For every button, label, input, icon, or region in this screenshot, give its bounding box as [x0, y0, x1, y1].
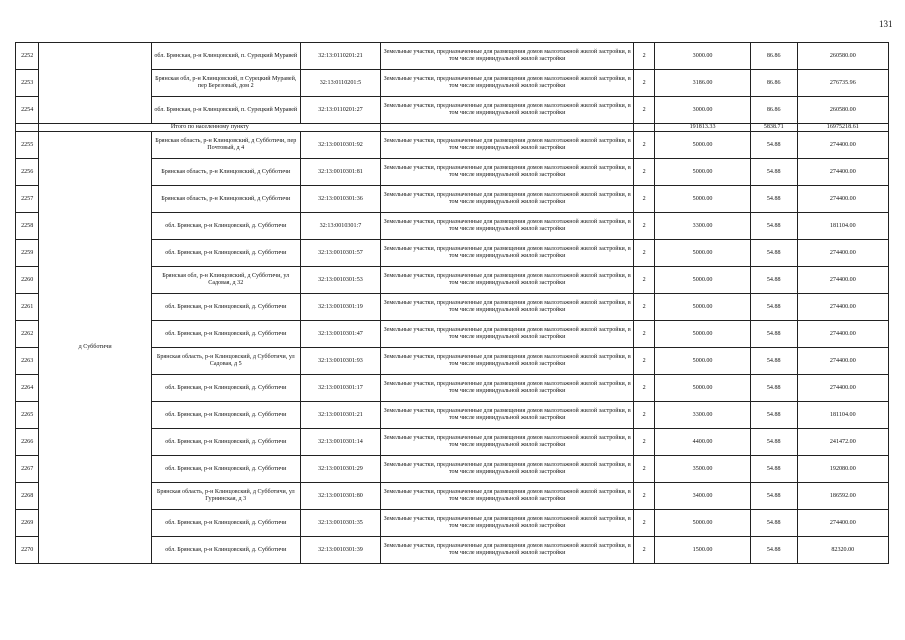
- cadastral-cost-cell: 82320.00: [797, 537, 888, 564]
- row-number: 2264: [16, 375, 39, 402]
- unit-price-cell: 54.88: [750, 510, 797, 537]
- land-use-kind: Земельные участки, предназначенные для размещения домов малоэтажной жилой застройки, в том числе индивидуальной жилой застройки: [381, 483, 634, 510]
- land-use-kind: Земельные участки, предназначенные для размещения домов малоэтажной жилой застройки, в том числе индивидуальной жилой застройки: [381, 456, 634, 483]
- cadastral-number: 32:13:0010301:7: [300, 213, 381, 240]
- land-use-kind: Земельные участки, предназначенные для размещения домов малоэтажной жилой застройки, в том числе индивидуальной жилой застройки: [381, 267, 634, 294]
- area-cell: 5000.00: [655, 267, 751, 294]
- land-use-kind: Земельные участки, предназначенные для размещения домов малоэтажной жилой застройки, в том числе индивидуальной жилой застройки: [381, 429, 634, 456]
- area-cell: 3500.00: [655, 456, 751, 483]
- category-cell: 2: [634, 240, 655, 267]
- address-cell: обл. Брянская, р-н Клинцовский, д. Субботичи: [151, 537, 300, 564]
- cadastral-cost-cell: 274400.00: [797, 348, 888, 375]
- row-number: 2266: [16, 429, 39, 456]
- category-cell: 2: [634, 159, 655, 186]
- cadastral-cost-cell: 274400.00: [797, 510, 888, 537]
- unit-price-cell: 54.88: [750, 402, 797, 429]
- category-cell: 2: [634, 456, 655, 483]
- row-number: 2253: [16, 70, 39, 97]
- row-number: 2258: [16, 213, 39, 240]
- row-number: 2252: [16, 43, 39, 70]
- settlement-name: д Субботичи: [39, 132, 152, 564]
- category-cell: 2: [634, 267, 655, 294]
- land-use-kind: Земельные участки, предназначенные для размещения домов малоэтажной жилой застройки, в том числе индивидуальной жилой застройки: [381, 159, 634, 186]
- area-cell: 3000.00: [655, 43, 751, 70]
- cadastral-number: 32:13:0010301:53: [300, 267, 381, 294]
- unit-price-cell: 54.88: [750, 213, 797, 240]
- cadastral-cost-cell: 260580.00: [797, 43, 888, 70]
- unit-price-cell: 86.86: [750, 43, 797, 70]
- unit-price-cell: 54.88: [750, 429, 797, 456]
- area-cell: 5000.00: [655, 375, 751, 402]
- cadastral-cost-cell: 274400.00: [797, 375, 888, 402]
- row-number: 2261: [16, 294, 39, 321]
- category-cell: 2: [634, 429, 655, 456]
- unit-price-cell: 54.88: [750, 132, 797, 159]
- total-kind-cell: [381, 124, 634, 132]
- area-cell: 1500.00: [655, 537, 751, 564]
- cadastral-cost-cell: 274400.00: [797, 186, 888, 213]
- cadastral-number: 32:13:0010301:19: [300, 294, 381, 321]
- unit-price-cell: 54.88: [750, 456, 797, 483]
- row-number: 2265: [16, 402, 39, 429]
- total-cost: 16975218.61: [797, 124, 888, 132]
- category-cell: 2: [634, 43, 655, 70]
- land-use-kind: Земельные участки, предназначенные для размещения домов малоэтажной жилой застройки, в том числе индивидуальной жилой застройки: [381, 132, 634, 159]
- land-use-kind: Земельные участки, предназначенные для размещения домов малоэтажной жилой застройки, в том числе индивидуальной жилой застройки: [381, 70, 634, 97]
- category-cell: 2: [634, 483, 655, 510]
- total-area: 191813.33: [655, 124, 751, 132]
- settlement-total-row: [16, 124, 889, 132]
- address-cell: обл. Брянская, р-н Клинцовский, д. Субботичи: [151, 375, 300, 402]
- table-row: [16, 43, 889, 70]
- unit-price-cell: 54.88: [750, 321, 797, 348]
- address-cell: обл. Брянская, р-н Клинцовский, д. Субботичи: [151, 456, 300, 483]
- category-cell: 2: [634, 537, 655, 564]
- cadastral-cost-cell: 274400.00: [797, 240, 888, 267]
- page-number: 131: [879, 19, 893, 29]
- address-cell: обл. Брянская, р-н Клинцовский, п. Сурецкий Муравей: [151, 43, 300, 70]
- category-cell: 2: [634, 375, 655, 402]
- land-use-kind: Земельные участки, предназначенные для размещения домов малоэтажной жилой застройки, в том числе индивидуальной жилой застройки: [381, 213, 634, 240]
- total-label: Итого по населенному пункту: [39, 124, 381, 132]
- address-cell: Брянская область, р-н Клинцовский, д Субботичи: [151, 186, 300, 213]
- land-use-kind: Земельные участки, предназначенные для размещения домов малоэтажной жилой застройки, в том числе индивидуальной жилой застройки: [381, 186, 634, 213]
- address-cell: обл. Брянская, р-н Клинцовский, д. Субботичи: [151, 240, 300, 267]
- unit-price-cell: 86.86: [750, 70, 797, 97]
- area-cell: 3186.00: [655, 70, 751, 97]
- address-cell: Брянская обл, р-н Клинцовский, д Субботичи, ул Садовая, д 32: [151, 267, 300, 294]
- row-number: 2263: [16, 348, 39, 375]
- row-number: 2269: [16, 510, 39, 537]
- cadastral-number: 32:13:0010301:81: [300, 159, 381, 186]
- unit-price-cell: 86.86: [750, 97, 797, 124]
- area-cell: 5000.00: [655, 294, 751, 321]
- cadastral-number: 32:13:0010301:47: [300, 321, 381, 348]
- cadastral-number: 32:13:0010301:57: [300, 240, 381, 267]
- total-cat-cell: [634, 124, 655, 132]
- cadastral-cost-cell: 181104.00: [797, 402, 888, 429]
- cadastral-number: 32:13:0010301:39: [300, 537, 381, 564]
- cadastral-number: 32:13:0010301:14: [300, 429, 381, 456]
- row-number: 2254: [16, 97, 39, 124]
- cadastral-cost-cell: 274400.00: [797, 159, 888, 186]
- cadastral-number: 32:13:0010301:21: [300, 402, 381, 429]
- row-number: 2259: [16, 240, 39, 267]
- unit-price-cell: 54.88: [750, 267, 797, 294]
- address-cell: обл. Брянская, р-н Клинцовский, д. Субботичи: [151, 213, 300, 240]
- row-number: 2255: [16, 132, 39, 159]
- area-cell: 5000.00: [655, 159, 751, 186]
- category-cell: 2: [634, 348, 655, 375]
- cadastral-number: 32:13:0010301:35: [300, 510, 381, 537]
- unit-price-cell: 54.88: [750, 348, 797, 375]
- cadastral-number: 32:13:0110201:27: [300, 97, 381, 124]
- row-number: 2268: [16, 483, 39, 510]
- area-cell: 3400.00: [655, 483, 751, 510]
- address-cell: Брянская обл, р-н Клинцовский, п Сурецкий Муравей, пер Березовый, дом 2: [151, 70, 300, 97]
- cadastral-number: 32:13:0010301:80: [300, 483, 381, 510]
- cadastral-cost-cell: 274400.00: [797, 267, 888, 294]
- area-cell: 3300.00: [655, 213, 751, 240]
- cadastral-number: 32:13:0010301:17: [300, 375, 381, 402]
- row-number: 2256: [16, 159, 39, 186]
- unit-price-cell: 54.88: [750, 294, 797, 321]
- cadastral-cost-cell: 274400.00: [797, 321, 888, 348]
- address-cell: Брянская область, р-н Клинцовский, д Субботичи, ул Гурнинская, д 3: [151, 483, 300, 510]
- cadastral-cost-cell: 274400.00: [797, 294, 888, 321]
- unit-price-cell: 54.88: [750, 483, 797, 510]
- address-cell: обл. Брянская, р-н Клинцовский, п. Сурецкий Муравей: [151, 97, 300, 124]
- area-cell: 5000.00: [655, 321, 751, 348]
- cadastral-cost-cell: 186592.00: [797, 483, 888, 510]
- cadastral-number: 32:13:0010301:29: [300, 456, 381, 483]
- cadastral-cost-cell: 192080.00: [797, 456, 888, 483]
- total-num-cell: [16, 124, 39, 132]
- cadastral-cost-cell: 274400.00: [797, 132, 888, 159]
- land-use-kind: Земельные участки, предназначенные для размещения домов малоэтажной жилой застройки, в том числе индивидуальной жилой застройки: [381, 348, 634, 375]
- row-number: 2257: [16, 186, 39, 213]
- address-cell: обл. Брянская, р-н Клинцовский, д. Субботичи: [151, 321, 300, 348]
- category-cell: 2: [634, 510, 655, 537]
- area-cell: 5000.00: [655, 348, 751, 375]
- land-use-kind: Земельные участки, предназначенные для размещения домов малоэтажной жилой застройки, в том числе индивидуальной жилой застройки: [381, 402, 634, 429]
- area-cell: 4400.00: [655, 429, 751, 456]
- address-cell: Брянская область, р-н Клинцовский, д Субботичи, пер Почтовый, д 4: [151, 132, 300, 159]
- settlement-name: [39, 43, 152, 124]
- row-number: 2270: [16, 537, 39, 564]
- category-cell: 2: [634, 213, 655, 240]
- area-cell: 5000.00: [655, 132, 751, 159]
- land-use-kind: Земельные участки, предназначенные для размещения домов малоэтажной жилой застройки, в том числе индивидуальной жилой застройки: [381, 43, 634, 70]
- land-use-kind: Земельные участки, предназначенные для размещения домов малоэтажной жилой застройки, в том числе индивидуальной жилой застройки: [381, 240, 634, 267]
- land-use-kind: Земельные участки, предназначенные для размещения домов малоэтажной жилой застройки, в том числе индивидуальной жилой застройки: [381, 97, 634, 124]
- address-cell: обл. Брянская, р-н Клинцовский, д. Субботичи: [151, 510, 300, 537]
- address-cell: Брянская область, р-н Клинцовский, д Субботичи, ул Садовая, д 5: [151, 348, 300, 375]
- row-number: 2260: [16, 267, 39, 294]
- address-cell: обл. Брянская, р-н Клинцовский, д. Субботичи: [151, 402, 300, 429]
- land-register-table: [15, 42, 889, 564]
- land-use-kind: Земельные участки, предназначенные для размещения домов малоэтажной жилой застройки, в том числе индивидуальной жилой застройки: [381, 321, 634, 348]
- area-cell: 5000.00: [655, 240, 751, 267]
- category-cell: 2: [634, 321, 655, 348]
- area-cell: 3000.00: [655, 97, 751, 124]
- unit-price-cell: 54.88: [750, 375, 797, 402]
- cadastral-number: 32:13:0110201:5: [300, 70, 381, 97]
- land-use-kind: Земельные участки, предназначенные для размещения домов малоэтажной жилой застройки, в том числе индивидуальной жилой застройки: [381, 375, 634, 402]
- total-price: 5838.71: [750, 124, 797, 132]
- unit-price-cell: 54.88: [750, 159, 797, 186]
- cadastral-cost-cell: 260580.00: [797, 97, 888, 124]
- land-use-kind: Земельные участки, предназначенные для размещения домов малоэтажной жилой застройки, в том числе индивидуальной жилой застройки: [381, 294, 634, 321]
- unit-price-cell: 54.88: [750, 240, 797, 267]
- settlement-total-section: [16, 124, 889, 132]
- category-cell: 2: [634, 402, 655, 429]
- category-cell: 2: [634, 70, 655, 97]
- category-cell: 2: [634, 186, 655, 213]
- unit-price-cell: 54.88: [750, 537, 797, 564]
- unit-price-cell: 54.88: [750, 186, 797, 213]
- land-use-kind: Земельные участки, предназначенные для размещения домов малоэтажной жилой застройки, в том числе индивидуальной жилой застройки: [381, 537, 634, 564]
- cadastral-number: 32:13:0010301:92: [300, 132, 381, 159]
- row-number: 2267: [16, 456, 39, 483]
- cadastral-number: 32:13:0110201:21: [300, 43, 381, 70]
- category-cell: 2: [634, 294, 655, 321]
- cadastral-cost-cell: 241472.00: [797, 429, 888, 456]
- land-use-kind: Земельные участки, предназначенные для размещения домов малоэтажной жилой застройки, в том числе индивидуальной жилой застройки: [381, 510, 634, 537]
- address-cell: обл. Брянская, р-н Клинцовский, д. Субботичи: [151, 294, 300, 321]
- area-cell: 5000.00: [655, 510, 751, 537]
- area-cell: 5000.00: [655, 186, 751, 213]
- cadastral-number: 32:13:0010301:93: [300, 348, 381, 375]
- category-cell: 2: [634, 97, 655, 124]
- address-cell: обл. Брянская, р-н Клинцовский, д. Субботичи: [151, 429, 300, 456]
- address-cell: Брянская область, р-н Клинцовский, д Субботичи: [151, 159, 300, 186]
- settlement-group-subbotichi: [16, 132, 889, 564]
- settlement-group-sureckiy: [16, 43, 889, 124]
- cadastral-cost-cell: 276735.96: [797, 70, 888, 97]
- row-number: 2262: [16, 321, 39, 348]
- cadastral-cost-cell: 181104.00: [797, 213, 888, 240]
- area-cell: 3300.00: [655, 402, 751, 429]
- category-cell: 2: [634, 132, 655, 159]
- table-row: [16, 132, 889, 159]
- cadastral-number: 32:13:0010301:36: [300, 186, 381, 213]
